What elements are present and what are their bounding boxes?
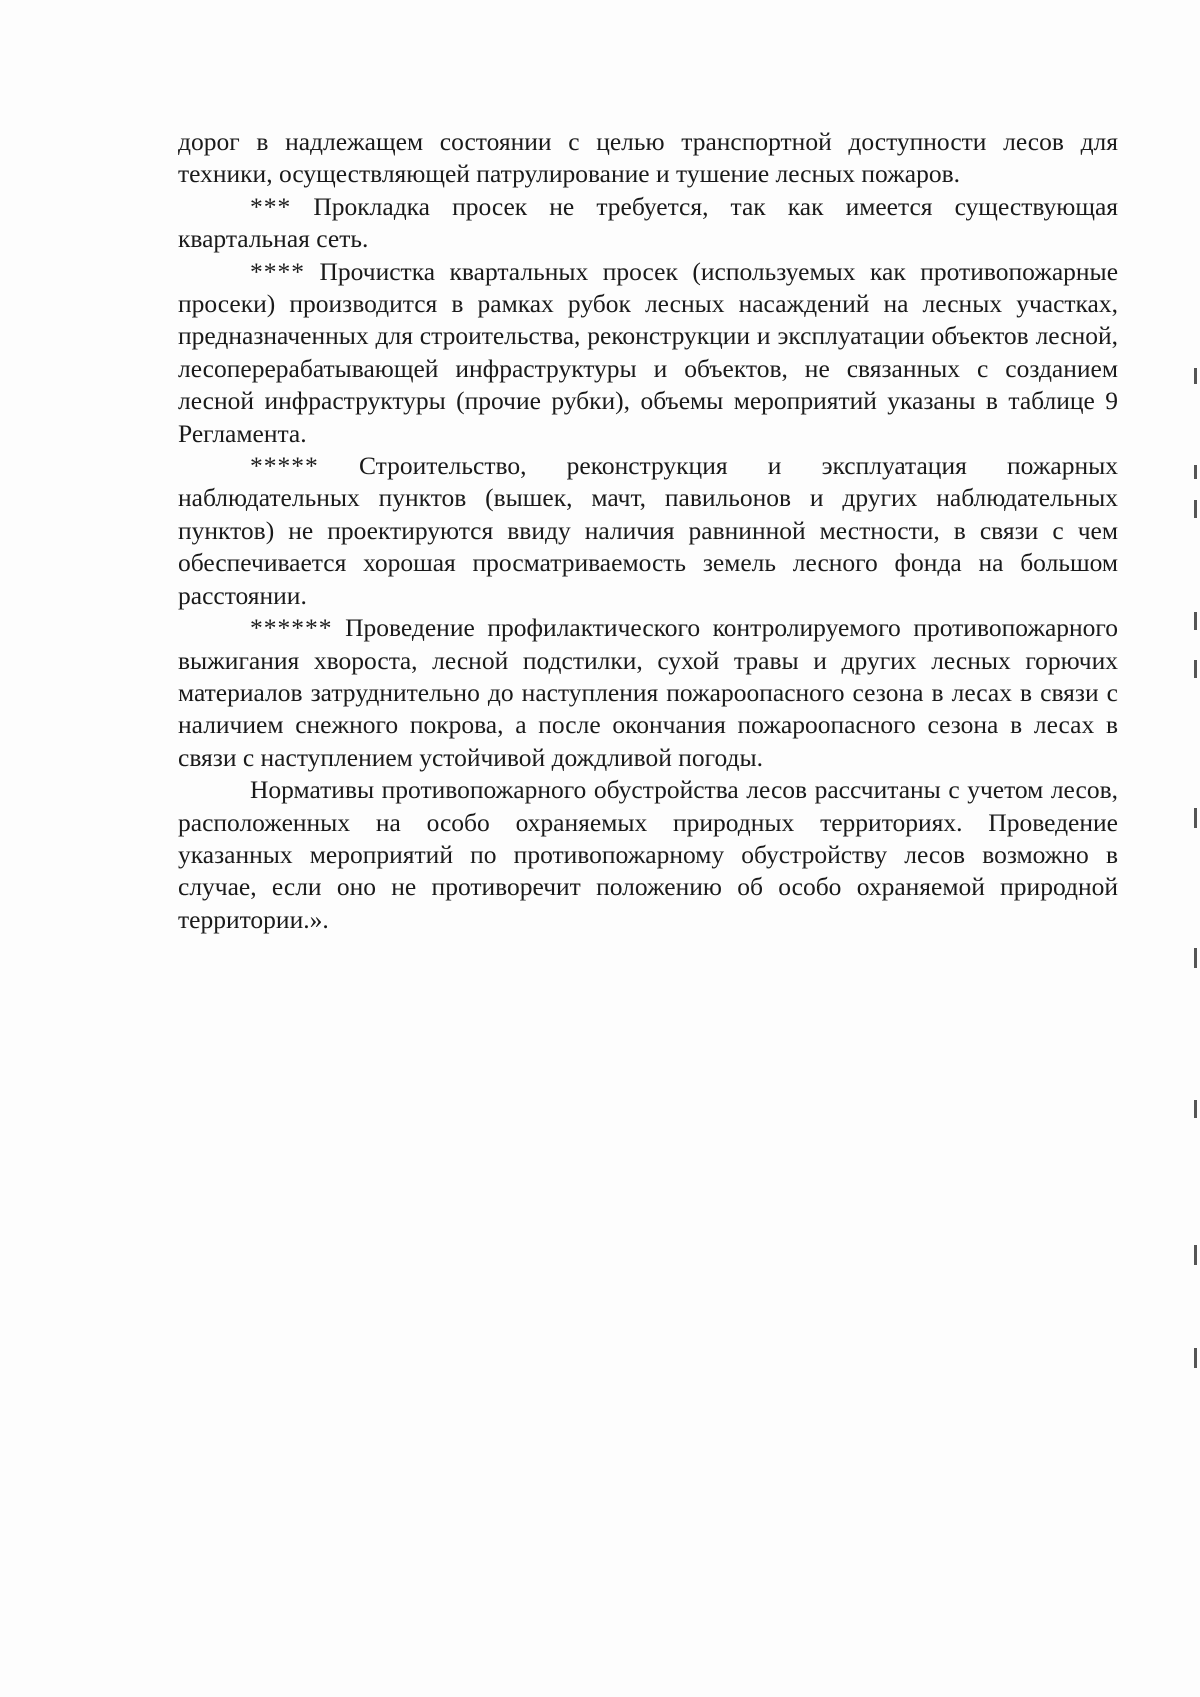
paragraph-road-maintenance bbox=[178, 126, 1118, 191]
footnote-marker: ****** bbox=[250, 613, 333, 643]
paragraph-text: Проведение профилактического контролируемого противопожарного выжигания хворостa, лесной подстилки, сухой травы и других лесных горючих материалов затруднительно до наступления пожароопасного сезона в лесах в связи с наличием снежного покрова, а после окончания пожароопасного сезона в лесах в связи с наступлением устойчивой дождливой погоды. bbox=[178, 613, 1118, 772]
scan-artifact bbox=[1194, 500, 1197, 518]
paragraph-text: Прочистка квартальных просек (используемых как противопожарные просеки) производится в рамках рубок лесных насаждений на лесных участках, предназначенных для строительства, реконструкции и эксплуатации объектов лесной, лесоперерабатывающей инфраструктуры и объектов, не связанных с созданием лесной инфраструктуры (прочие рубки), объемы мероприятий указаны в таблице 9 Регламента. bbox=[178, 256, 1119, 448]
scan-artifact bbox=[1194, 660, 1197, 678]
paragraph-clearings-note bbox=[178, 191, 1118, 256]
paragraph-clearing-cleaning-note bbox=[178, 256, 1118, 450]
scan-artifact bbox=[1194, 1100, 1197, 1118]
footnote-marker: ***** bbox=[250, 451, 319, 481]
scan-artifact bbox=[1194, 1245, 1197, 1265]
paragraph-text: Строительство, реконструкция и эксплуатация пожарных наблюдательных пунктов (вышек, мачт, павильонов и других наблюдательных пунктов) не проектируются ввиду наличия равнинной местности, в связи с чем обеспечивается хорошая просматриваемость земель лесного фонда на большом расстоянии. bbox=[178, 451, 1118, 610]
footnote-marker: **** bbox=[250, 256, 305, 286]
scan-artifact bbox=[1194, 465, 1197, 479]
scan-artifact bbox=[1194, 948, 1197, 968]
paragraph-text: Прокладка просек не требуется, так как имеется существующая квартальная сеть. bbox=[178, 191, 1119, 254]
paragraph-fire-standards bbox=[178, 774, 1118, 936]
scan-artifact bbox=[1194, 368, 1197, 384]
paragraph-controlled-burning-note bbox=[178, 612, 1118, 774]
paragraph-text: дорог в надлежащем состоянии с целью транспортной доступности лесов для техники, осуществляющей патрулирование и тушение лесных пожаров. bbox=[178, 127, 1118, 189]
scan-artifact bbox=[1194, 808, 1197, 828]
scan-artifact bbox=[1194, 612, 1197, 630]
scan-artifact bbox=[1194, 1348, 1197, 1368]
document-body bbox=[178, 126, 1118, 936]
paragraph-observation-points-note bbox=[178, 450, 1118, 612]
paragraph-text: Нормативы противопожарного обустройства лесов рассчитаны с учетом лесов, расположенных на особо охраняемых природных территориях. Проведение указанных мероприятий по противопожарному обустройству лесов возможно в случае, если оно не противоречит положению об особо охраняемой природной территории.». bbox=[178, 775, 1118, 934]
footnote-marker: *** bbox=[250, 191, 292, 221]
